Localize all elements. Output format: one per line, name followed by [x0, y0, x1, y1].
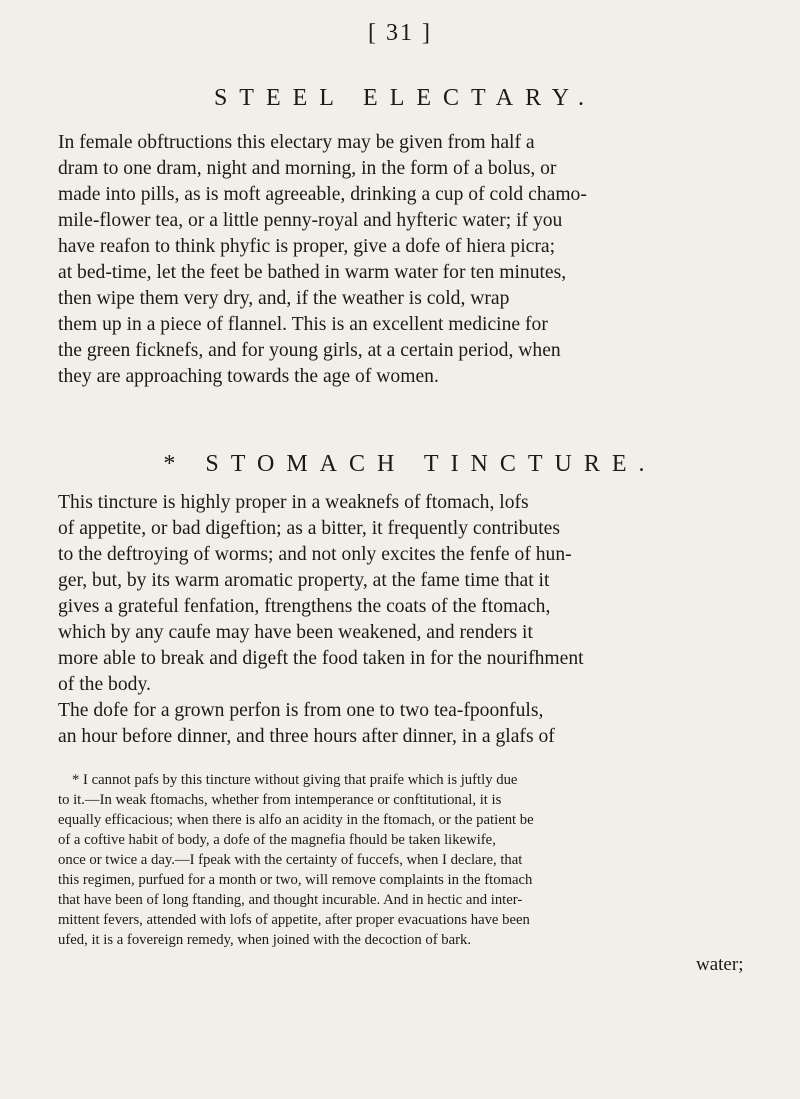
text-line: made into pills, as is moft agreeable, drinking a cup of cold chamo- — [58, 184, 587, 205]
text-line: This tincture is highly proper in a weaknefs of ftomach, lofs — [58, 492, 529, 513]
text-line: mile-flower tea, or a little penny-royal and hyfteric water; if you — [58, 210, 563, 231]
footnote-line: of a coftive habit of body, a dofe of the magnefia fhould be taken likewife, — [58, 832, 496, 848]
text-line: have reafon to think phyfic is proper, give a dofe of hiera picra; — [58, 236, 556, 257]
catchword: water; — [696, 954, 744, 975]
text-line: an hour before dinner, and three hours after dinner, in a glafs of — [58, 726, 555, 747]
text-line: then wipe them very dry, and, if the weather is cold, wrap — [58, 288, 510, 309]
footnote-line: to it.—In weak ftomachs, whether from intemperance or conftitutional, it is — [58, 792, 502, 808]
text-line: at bed-time, let the feet be bathed in warm water for ten minutes, — [58, 262, 567, 283]
text-line: more able to break and digeft the food taken in for the nourifhment — [58, 648, 584, 669]
section-heading-stomach-tincture: * STOMACH TINCTURE. — [163, 451, 657, 477]
text-line: of appetite, or bad digeftion; as a bitter, it frequently contributes — [58, 518, 560, 539]
text-line: they are approaching towards the age of women. — [58, 366, 439, 387]
text-line: which by any caufe may have been weakened, and renders it — [58, 622, 533, 643]
text-line: The dofe for a grown perfon is from one to two tea-fpoonfuls, — [58, 700, 544, 721]
footnote-line: mittent fevers, attended with lofs of appetite, after proper evacuations have been — [58, 912, 530, 928]
text-line: to the deftroying of worms; and not only excites the fenfe of hun- — [58, 544, 572, 565]
footnote-line: * I cannot pafs by this tincture without giving that praife which is juftly due — [72, 772, 518, 788]
text-line: dram to one dram, night and morning, in the form of a bolus, or — [58, 158, 557, 179]
footnote-line: that have been of long ftanding, and thought incurable. And in hectic and inter- — [58, 892, 523, 908]
section-heading-steel-electary: STEEL ELECTARY. — [213, 85, 597, 111]
text-line: gives a grateful fenfation, ftrengthens the coats of the ftomach, — [58, 596, 551, 617]
footnote-line: equally efficacious; when there is alfo an acidity in the ftomach, or the patient be — [58, 812, 534, 828]
text-line: of the body. — [58, 674, 151, 695]
text-line: the green ficknefs, and for young girls, at a certain period, when — [58, 340, 561, 361]
footnote-line: ufed, it is a fovereign remedy, when joined with the decoction of bark. — [58, 932, 472, 948]
footnote-line: this regimen, purfued for a month or two, will remove complaints in the ftomach — [58, 872, 533, 888]
text-line: ger, but, by its warm aromatic property, at the fame time that it — [58, 570, 550, 591]
footnote-line: once or twice a day.—I fpeak with the certainty of fuccefs, when I declare, that — [58, 852, 523, 868]
text-line: them up in a piece of flannel. This is an excellent medicine for — [58, 314, 548, 335]
text-line: In female obftructions this electary may be given from half a — [58, 132, 535, 153]
page-number: [ 31 ] — [368, 20, 432, 46]
